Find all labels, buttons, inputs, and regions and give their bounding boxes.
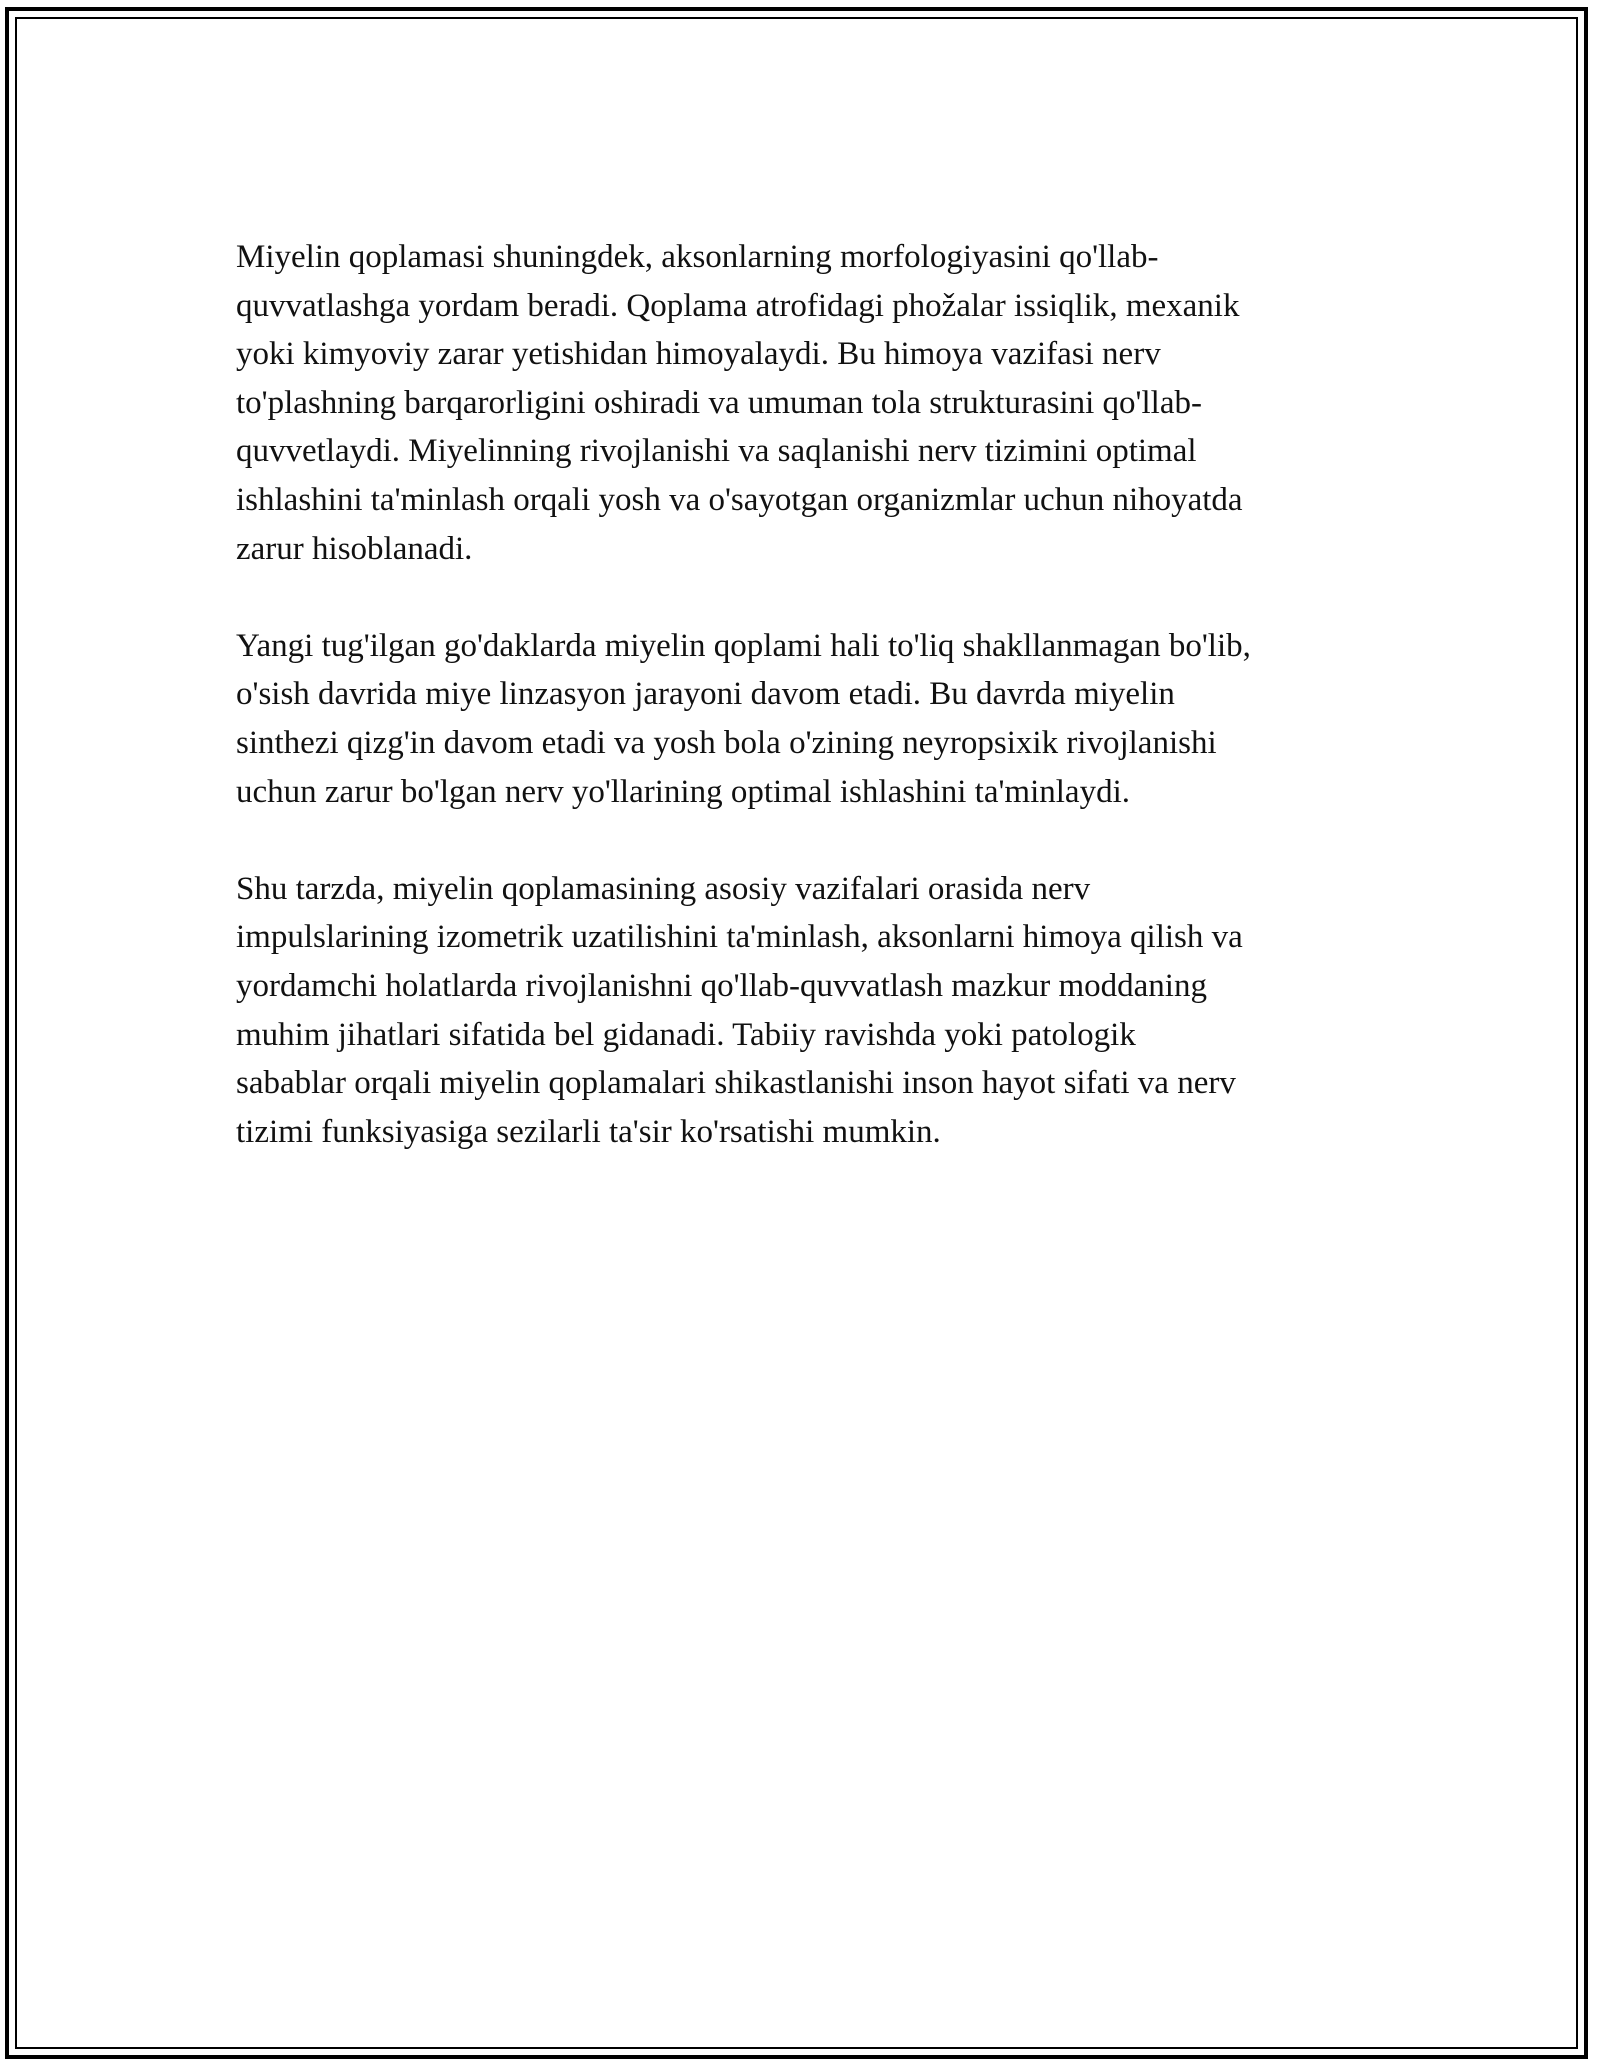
paragraph-2: Yangi tug'ilgan go'daklarda miyelin qoplami hali to'liq shakllanmagan bo'lib, o'sish davrida miye linzasyon jarayoni davom etadi. Bu davrda miyelin sinthezi qizg'in davom etadi va yosh bola o'zining neyropsixik rivojlanishi uchun zarur bo'lgan nerv yo'llarining optimal ishlashini ta'minlaydi.	[236, 627, 1251, 810]
paragraph-3: Shu tarzda, miyelin qoplamasining asosiy vazifalari orasida nerv impulslarining izometrik uzatilishini ta'minlash, aksonlarni himoya qilish va yordamchi holatlarda rivojlanishni qo'llab-quvvatlash mazkur moddaning muhim jihatlari sifatida bel gidanadi. Tabiiy ravishda yoki patologik sabablar orqali miyelin qoplamalari shikastlanishi inson hayot sifati va nerv tizimi funksiyasiga sezilarli ta'sir ko'rsatishi mumkin.	[236, 870, 1243, 1150]
paragraph-1: Miyelin qoplamasi shuningdek, aksonlarning morfologiyasini qo'llab- quvvatlashga yordam beradi. Qoplama atrofidagi phožalar issiqlik, mexanik yoki kimyoviy zarar yetishidan himoyalaydi. Bu himoya vazifasi nerv to'plashning barqarorligini oshiradi va umuman tola strukturasini qo'llab- quvvetlaydi. Miyelinning rivojlanishi va saqlanishi nerv tizimini optimal ishlashini ta'minlash orqali yosh va o'sayotgan organizmlar uchun nihoyatda zarur hisoblanadi.	[236, 239, 1243, 567]
document-body	[236, 233, 1386, 1156]
